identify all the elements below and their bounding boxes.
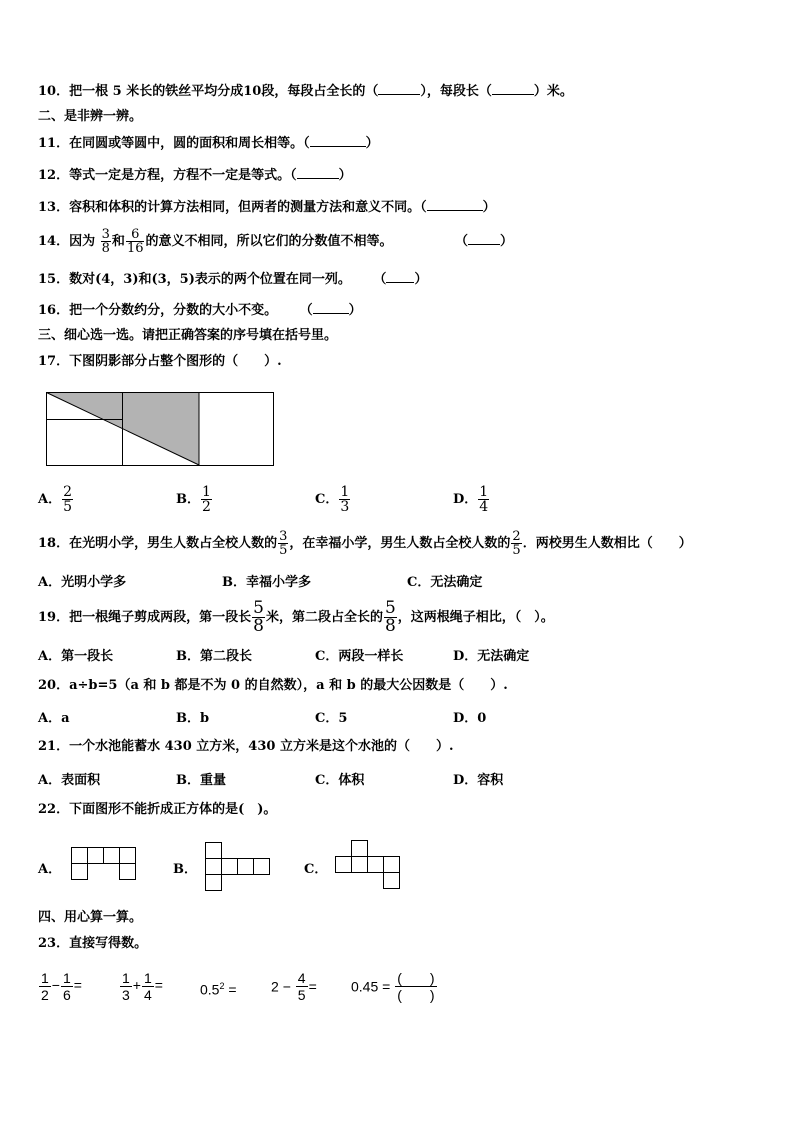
shaded-rectangle-figure xyxy=(46,392,276,468)
fraction: $\frac{2}{5}$ xyxy=(63,484,73,515)
question-10: 10．把一根 5 米长的铁丝平均分成10段，每段占全长的（ ），每段长（ ）米。 xyxy=(38,84,573,99)
question-16: 16．把一个分数约分，分数的大小不变。 （ ） xyxy=(38,303,362,318)
option-d[interactable]: D．无法确定 xyxy=(453,649,530,664)
fraction: $\frac{5}{8}$ xyxy=(384,598,396,636)
question-19: 19．把一根绳子剪成两段，第一段长 $\frac{5}{8}$ 米，第二段占全长的 $\frac{5}{8}$ ，这两根绳子相比，（ ）。 xyxy=(38,598,554,636)
question-17: 17．下图阴影部分占整个图形的（ ）. xyxy=(38,354,282,369)
option-b[interactable]: B．重量 xyxy=(176,773,226,788)
section-heading: 四、用心算一算。 xyxy=(38,910,143,925)
option-b[interactable]: B． $\frac{1}{2}$ xyxy=(176,484,211,515)
calc-expression-4: 2 − $\frac{4}{5}$ = xyxy=(271,970,317,1003)
fraction: $\frac{1}{3}$ xyxy=(340,484,350,515)
section-heading: 二、是非辨一辨。 xyxy=(38,109,143,124)
option-c[interactable]: C．5 xyxy=(315,711,348,726)
calc-expression-5: 0.45 = ( ) ( ) xyxy=(351,970,435,1003)
cube-net-a-figure xyxy=(71,847,139,883)
option-a[interactable]: A．光明小学多 xyxy=(38,575,127,590)
question-15: 15．数对(4，3)和(3，5)表示的两个位置在同一列。 （ ） xyxy=(38,272,428,287)
fraction: $\frac{3}{5}$ xyxy=(279,529,288,558)
option-a[interactable]: A． $\frac{2}{5}$ xyxy=(38,484,73,515)
answer-blank[interactable] xyxy=(297,166,339,179)
question-18: 18．在光明小学，男生人数占全校人数的 $\frac{3}{5}$ ，在幸福小学，男生人数占全校人数的 $\frac{2}{5}$ ．两校男生人数相比（ ） xyxy=(38,529,692,558)
fraction: $\frac{1}{3}$ xyxy=(122,970,130,1003)
answer-blank[interactable] xyxy=(468,232,500,245)
option-c[interactable]: C．两段一样长 xyxy=(315,649,404,664)
question-11: 11．在同圆或等圆中，圆的面积和周长相等。（ ） xyxy=(38,136,379,151)
fraction: $\frac{1}{2}$ xyxy=(202,484,211,515)
option-c[interactable]: C． xyxy=(304,862,328,877)
answer-blank[interactable] xyxy=(310,134,366,147)
answer-blank[interactable] xyxy=(313,301,349,314)
fraction: $\frac{2}{5}$ xyxy=(512,529,521,558)
answer-blank[interactable] xyxy=(427,198,483,211)
cube-net-b-figure xyxy=(205,842,273,892)
option-b[interactable]: B．b xyxy=(176,711,210,726)
option-a[interactable]: A．a xyxy=(38,711,70,726)
option-a[interactable]: A．表面积 xyxy=(38,773,101,788)
section-heading: 三、细心选一选。请把正确答案的序号填在括号里。 xyxy=(38,328,338,343)
option-b[interactable]: B．第二段长 xyxy=(176,649,252,664)
question-14: 14．因为 $\frac{3}{8}$ 和 $\frac{6}{16}$ 的意义不相同，所以它们的分数值不相等。 （ ） xyxy=(38,227,514,256)
fraction: $\frac{1}{4}$ xyxy=(143,970,152,1003)
option-c[interactable]: C．无法确定 xyxy=(407,575,483,590)
question-22: 22．下面图形不能折成正方体的是( )。 xyxy=(38,802,277,817)
option-a[interactable]: A．第一段长 xyxy=(38,649,114,664)
option-d[interactable]: D．容积 xyxy=(453,773,504,788)
answer-blank[interactable] xyxy=(386,270,414,283)
calc-expression-3: $0.5^2$ = xyxy=(200,981,237,998)
question-20: 20．a÷b=5（a 和 b 都是不为 0 的自然数），a 和 b 的最大公因数是（ ）. xyxy=(38,678,508,693)
fraction: $\frac{5}{8}$ xyxy=(253,598,264,636)
answer-blank[interactable] xyxy=(378,82,420,95)
answer-blank[interactable] xyxy=(492,82,534,95)
question-13: 13．容积和体积的计算方法相同，但两者的测量方法和意义不同。（ ） xyxy=(38,200,496,215)
question-23: 23．直接写得数。 xyxy=(38,936,148,951)
cube-net-c-figure xyxy=(335,840,405,890)
fraction: $\frac{4}{5}$ xyxy=(297,970,306,1003)
calc-expression-2: $\frac{1}{3}$ + $\frac{1}{4}$ = xyxy=(122,970,163,1003)
fraction: $\frac{6}{16}$ xyxy=(126,227,144,256)
option-b[interactable]: B． xyxy=(173,862,197,877)
option-d[interactable]: D． $\frac{1}{4}$ xyxy=(453,484,489,515)
option-d[interactable]: D．0 xyxy=(453,711,487,726)
fraction: $\frac{3}{8}$ xyxy=(101,227,110,256)
answer-fraction[interactable]: ( ) ( ) xyxy=(397,970,435,1003)
option-a[interactable]: A． xyxy=(38,862,62,877)
option-c[interactable]: C．体积 xyxy=(315,773,365,788)
fraction: $\frac{1}{4}$ xyxy=(479,484,489,515)
fraction: $\frac{1}{2}$ xyxy=(41,970,49,1003)
question-12: 12．等式一定是方程，方程不一定是等式。（ ） xyxy=(38,168,352,183)
question-21: 21．一个水池能蓄水 430 立方米，430 立方米是这个水池的（ ）. xyxy=(38,739,454,754)
fraction: $\frac{1}{6}$ xyxy=(62,970,71,1003)
option-c[interactable]: C． $\frac{1}{3}$ xyxy=(315,484,350,515)
calc-expression-1: $\frac{1}{2}$ − $\frac{1}{6}$ = xyxy=(41,970,82,1003)
option-b[interactable]: B．幸福小学多 xyxy=(222,575,311,590)
